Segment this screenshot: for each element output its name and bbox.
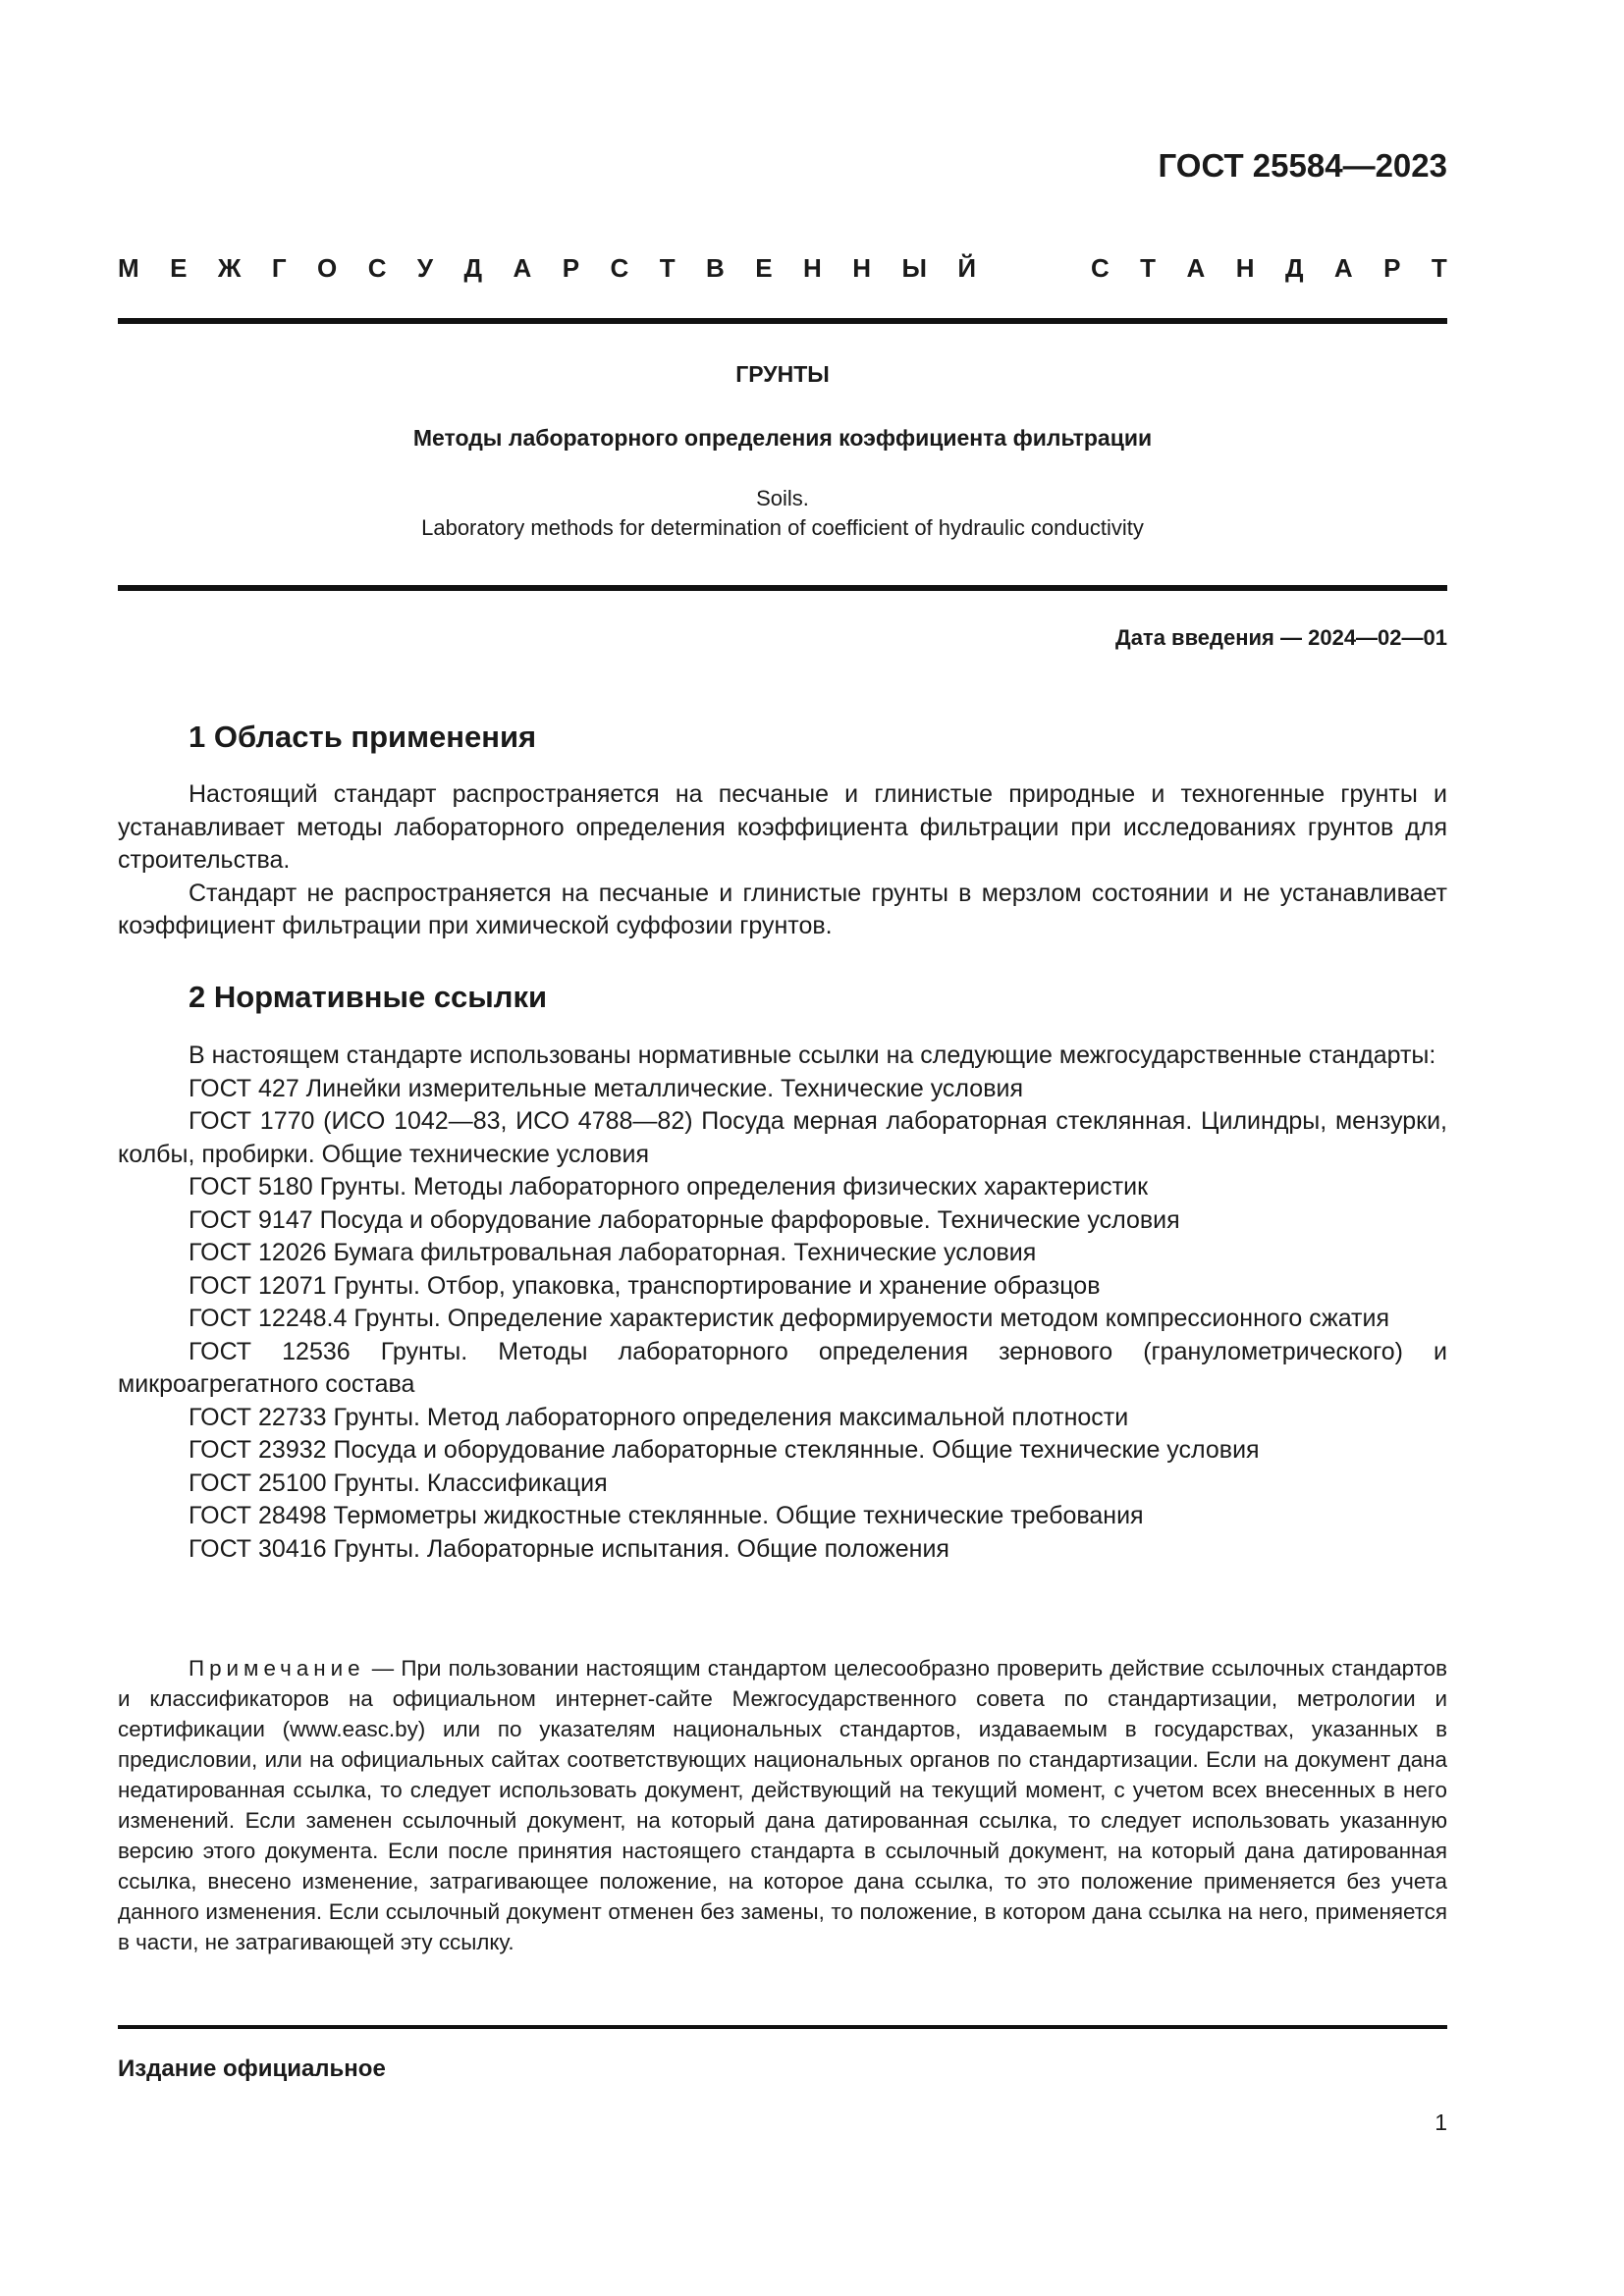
document-title: ГРУНТЫ [735,361,830,387]
banner-letter: Й [957,253,977,283]
reference-item: ГОСТ 9147 Посуда и оборудование лабораторные фарфоровые. Технические условия [189,1205,1180,1234]
banner-letter: Д [1284,253,1304,283]
section-1-heading: 1 Область применения [189,720,537,754]
banner-letter: С [367,253,387,283]
banner-letter: Е [170,253,188,283]
reference-item: ГОСТ 28498 Термометры жидкостные стеклянные. Общие технические требования [189,1502,1144,1529]
section-2-body [118,1040,1447,1566]
reference-item: ГОСТ 427 Линейки измерительные металлические. Технические условия [189,1074,1023,1102]
section-1-body [118,778,1447,943]
banner-letter: С [610,253,629,283]
reference-item: ГОСТ 5180 Грунты. Методы лабораторного определения физических характеристик [189,1173,1149,1201]
reference-item: ГОСТ 25100 Грунты. Классификация [189,1468,608,1497]
note-block [118,1653,1447,1957]
banner-letter: Д [463,253,483,283]
banner-letter: Н [1235,253,1255,283]
banner-letter: А [513,253,532,283]
note-paragraph [118,1653,1447,1957]
banner-letter: А [1333,253,1353,283]
section-2-heading: 2 Нормативные ссылки [189,980,548,1014]
reference-item: ГОСТ 12026 Бумага фильтровальная лабораторная. Технические условия [189,1239,1037,1266]
reference-item: ГОСТ 23932 Посуда и оборудование лабораторные стеклянные. Общие технические условия [189,1436,1260,1464]
interstate-standard-banner [118,253,1447,293]
document-page [118,0,1447,2296]
note-label: Примечание [189,1656,365,1681]
banner-letter: С [1090,253,1110,283]
banner-letter: Е [755,253,773,283]
banner-letter: А [1186,253,1206,283]
section-1-paragraph: Стандарт не распространяется на песчаные и глинистые грунты в мерзлом состоянии и не устанавливает коэффициент фильтрации при химической суффозии грунтов. [118,879,1447,939]
section-1-paragraph: Настоящий стандарт распространяется на песчаные и глинистые природные и техногенные грунты и устанавливает методы лабораторного определения коэффициента фильтрации при исследованиях грунтов для строительства. [118,780,1447,874]
section-2-intro: В настоящем стандарте использованы нормативные ссылки на следующие межгосударственные стандарты: [189,1041,1436,1069]
english-title-line-2: Laboratory methods for determination of coefficient of hydraulic conductivity [421,515,1144,540]
introduction-date: Дата введения — 2024—02—01 [1115,625,1447,650]
title-divider [118,585,1447,591]
banner-letter: Н [803,253,822,283]
reference-item: ГОСТ 30416 Грунты. Лабораторные испытания. Общие положения [189,1534,949,1563]
banner-letter: Ы [901,253,927,283]
reference-item: ГОСТ 12536 Грунты. Методы лабораторного определения зернового (гранулометрического) и микроагрегатного состава [118,1337,1447,1398]
reference-item: ГОСТ 12248.4 Грунты. Определение характеристик деформируемости методом компрессионного сжатия [189,1305,1390,1332]
document-subtitle: Методы лабораторного определения коэффициента фильтрации [412,425,1153,451]
banner-letter: Р [1383,253,1401,283]
english-title-line-1: Soils. [756,486,809,510]
banner-letter: В [706,253,725,283]
banner-letter: Т [1140,253,1157,283]
banner-letter: Т [659,253,676,283]
banner-letter: О [317,253,338,283]
banner-letter: Р [562,253,580,283]
banner-word-gap [1007,253,1060,293]
banner-letter: У [416,253,434,283]
banner-letter: Т [1431,253,1447,283]
reference-item: ГОСТ 12071 Грунты. Отбор, упаковка, транспортирование и хранение образцов [189,1271,1101,1300]
note-text: — При пользовании настоящим стандартом целесообразно проверить действие ссылочных стандартов и классификаторов на официальном интернет-сайте Межгосударственного совета по стандартизации, метрологии и сертификации (www.easc.by) или по указателям национальных стандартов, издаваемым в государствах, указанных в предисловии, или на официальных сайтах соответствующих национальных органов по стандартизации. Если на документ дана недатированная ссылка, то следует использовать документ, действующий на текущий момент, с учетом всех внесенных в него изменений. Если заменен ссылочный документ, на который дана датированная ссылка, то следует использовать указанную версию этого документа. Если после принятия настоящего стандарта в ссылочный документ, на который дана датированная ссылка, внесено изменение, затрагивающее положение, на которое дана ссылка, то это положение применяется без учета данного изменения. Если ссылочный документ отменен без замены, то положение, в котором дана ссылка на него, применяется в части, не затрагивающей эту ссылку. [118,1656,1447,1954]
banner-letter: Н [852,253,872,283]
banner-letter: Ж [217,253,242,283]
header-divider [118,318,1447,324]
official-edition-label: Издание официальное [118,2056,386,2082]
page-number: 1 [1435,2109,1447,2135]
footer-divider [118,2025,1447,2029]
standard-number: ГОСТ 25584—2023 [1158,147,1447,184]
banner-letter: М [118,253,139,283]
reference-item: ГОСТ 1770 (ИСО 1042—83, ИСО 4788—82) Посуда мерная лабораторная стеклянная. Цилиндры, мензурки, колбы, пробирки. Общие технические условия [118,1107,1447,1168]
banner-letter: Г [271,253,287,283]
reference-item: ГОСТ 22733 Грунты. Метод лабораторного определения максимальной плотности [189,1403,1129,1431]
